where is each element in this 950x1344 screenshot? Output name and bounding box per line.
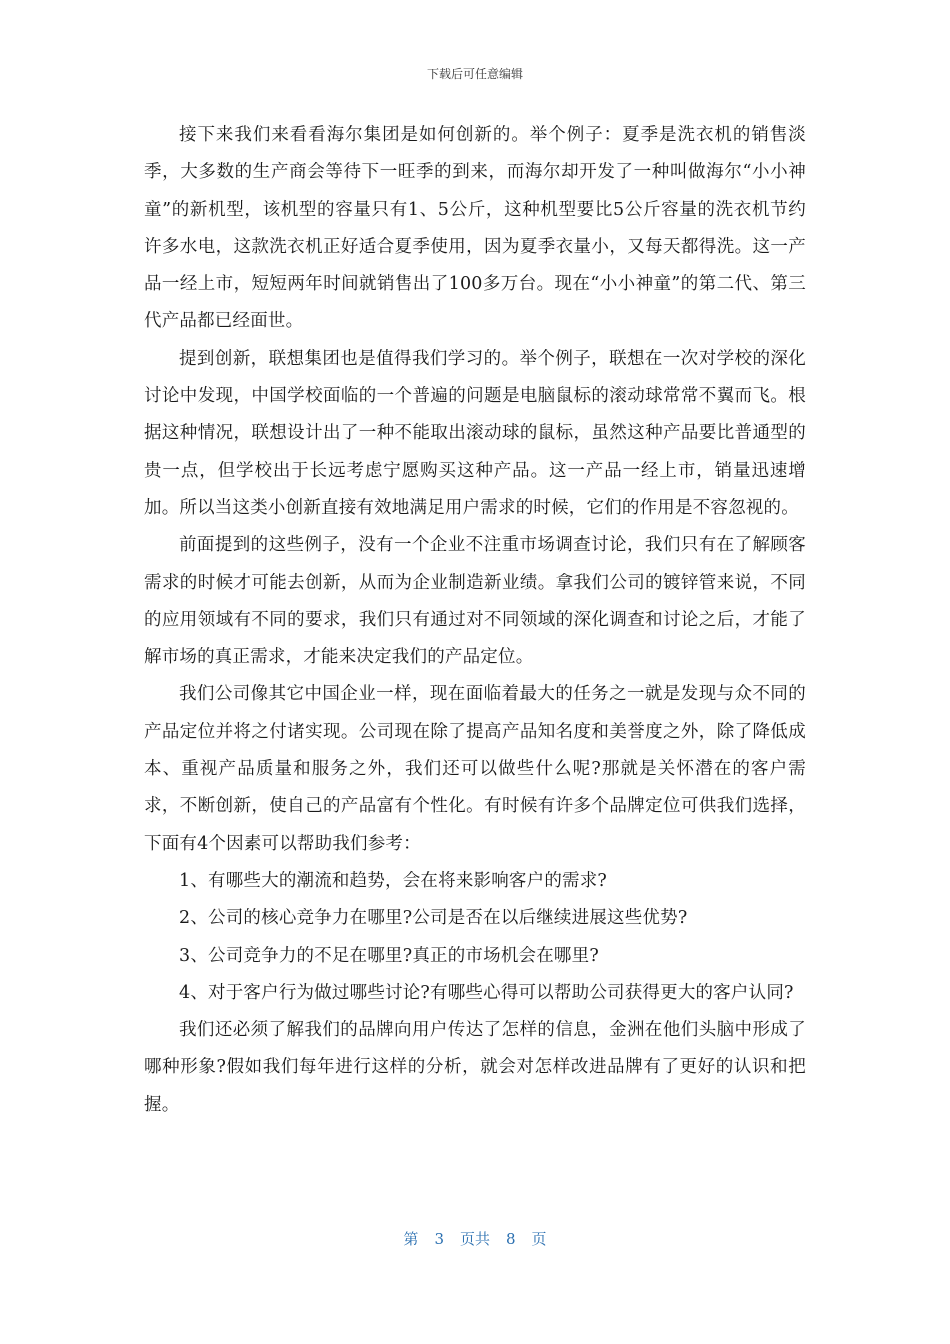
paragraph-brand-message: 我们还必须了解我们的品牌向用户传达了怎样的信息，金洲在他们头脑中形成了哪种形象?假如我们每年进行这样的分析，就会对怎样改进品牌有了更好的认识和把握。: [144, 1020, 806, 1115]
document-body: [144, 117, 806, 1124]
paragraph-haier: 接下来我们来看看海尔集团是如何创新的。举个例子：夏季是洗衣机的销售淡季，大多数的生产商会等待下一旺季的到来，而海尔却开发了一种叫做海尔“小小神童”的新机型，该机型的容量只有1、5公斤，这种机型要比5公斤容量的洗衣机节约许多水电，这款洗衣机正好适合夏季使用，因为夏季衣量小，又每天都得洗。这一产品一经上市，短短两年时间就销售出了100多万台。现在“小小神童”的第二代、第三代产品都已经面世。: [144, 125, 806, 332]
list-item-factor-2: 2、公司的核心竞争力在哪里?公司是否在以后继续进展这些优势?: [179, 908, 688, 929]
footer-middle: 页共: [459, 1230, 490, 1248]
paragraph-market-research: 前面提到的这些例子，没有一个企业不注重市场调查讨论，我们只有在了解顾客需求的时候才可能去创新，从而为企业制造新业绩。拿我们公司的镀锌管来说，不同的应用领域有不同的要求，我们只有通过对不同领域的深化调查和讨论之后，才能了解市场的真正需求，才能来决定我们的产品定位。: [144, 535, 806, 668]
footer-prefix: 第: [403, 1230, 419, 1248]
list-item-factor-1: 1、有哪些大的潮流和趋势，会在将来影响客户的需求?: [179, 870, 608, 891]
list-item-factor-3: 3、公司竞争力的不足在哪里?真正的市场机会在哪里?: [179, 945, 599, 966]
footer-suffix: 页: [531, 1230, 547, 1248]
paragraph-lenovo: 提到创新，联想集团也是值得我们学习的。举个例子，联想在一次对学校的深化讨论中发现，中国学校面临的一个普遍的问题是电脑鼠标的滚动球常常不翼而飞。根据这种情况，联想设计出了一种不能取出滚动球的鼠标，虽然这种产品要比普通型的贵一点，但学校出于长远考虑宁愿购买这种产品。这一产品一经上市，销量迅速增加。所以当这类小创新直接有效地满足用户需求的时候，它们的作用是不容忽视的。: [144, 348, 806, 518]
footer-page-number: 3: [434, 1230, 444, 1248]
page-footer: [0, 1229, 950, 1249]
paragraph-positioning: 我们公司像其它中国企业一样，现在面临着最大的任务之一就是发现与众不同的产品定位并将之付诸实现。公司现在除了提高产品知名度和美誉度之外，除了降低成本、重视产品质量和服务之外，我们还可以做些什么呢?那就是关怀潜在的客户需求，不断创新，使自己的产品富有个性化。有时候有许多个品牌定位可供我们选择，下面有4个因素可以帮助我们参考：: [144, 684, 806, 854]
list-item-factor-4: 4、对于客户行为做过哪些讨论?有哪些心得可以帮助公司获得更大的客户认同?: [179, 982, 794, 1003]
footer-total-pages: 8: [506, 1230, 516, 1248]
page-header: 下载后可任意编辑: [426, 67, 523, 81]
